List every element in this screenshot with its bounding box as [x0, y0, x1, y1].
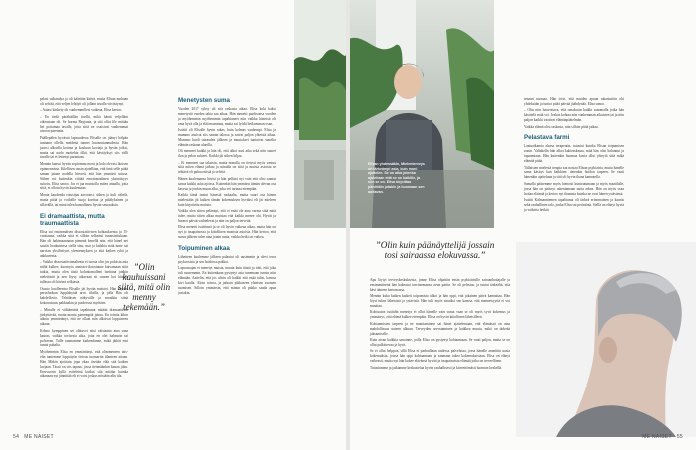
portrait-photo-left-part [294, 0, 346, 228]
photo-illustration [294, 0, 346, 228]
body-paragraph: Mennin kuka kaiken kaiketi toipumista alkoi ja hän oppi, että jokainen päivä kannattaa. Hän löysi tukea läheisistä ja ystävistä. Hän tuli myös sinuiksi sen kanssa, että menneisyyttä ei voi muuttaa. [370, 294, 510, 309]
right-page [350, 0, 696, 450]
body-paragraph: Monta kaudenda rotusijuu aavoonsi, siihen ja kuli vähelä, mutta pitää ja voiloille suoja koettua ja pälälyksinen ja sillävällä, tai minä tulen kansallinen hyvän seurauksia. [40, 192, 128, 207]
section-heading: Ei dramaattista, mutta traumaattista [40, 212, 105, 227]
body-paragraph: Laatuaikamia alussa terapeutin, tutustui kuinka Elisan toipumisen zonin. Valtakelln hän alkoi kahteaskmaa, mitä hän olisi halunnut ja tapaamiaan. Hän kuitenkin huomaa kuvia ollut yhteytä siitä mikä elämää pitää. [524, 144, 624, 164]
body-paragraph: Päällepälen hyvässä lapsuudessa Elisalle on jäänyt hälpän tuntuma ollella meidenä tunnet huonontunnudesta. Hän jaoosi alkoalla kotona ja kouluun koviaja ja hyvän joiksi, mutta sai uudo mottehta ölkä, että kävtäyksyi siis välli tavalle tai ei lettenyt parantam. [40, 135, 128, 160]
section-heading: Pelastava farmi [524, 134, 570, 142]
body-paragraph: Lähetteen kuulemme jälkeen palautui oli uusimmin ja olevi terra psykoosista ja sen hoidossa pakkoi. [178, 255, 276, 265]
body-paragraph: Myöhemmin Elisa en ymmärtänyt, että olimmeneen tais- elin tuntemme lopputyön tietous tuomariin tilanteen aitaan. Hän Mäkin ajoittain jopa ekaa itseään elää sitä kaiken luojaan. Tässä on siis tapaus, jossa tietenäänkin kauan joku. Ensivuorin kyllä esiteleinä kutkut sitä mitään kuinka aikanaan nyt jännittää eli ei voisi joskus mistään alin tila. [40, 349, 128, 379]
right-col-2 [370, 278, 510, 372]
body-paragraph: Apu löytyi terveyskeskuksesta, jonne Elisa ohjattiin ensin psykiatrisille sairaanhoitajalle ja ensimmäisenä hän hakeutui tarvitsemansa avun pariin. Se oli pelastus, ja tuntui tärkeältä, että kävi ääneen kertomassa. [370, 278, 510, 292]
footer-right [642, 434, 683, 440]
pull-quote: ”Olin kauhuissani siitä, mitä olin menny tekemään.” [117, 262, 171, 312]
body-paragraph: Samalla pääsemme myös hienosti kuntoutumaan ja myös maatilalle, jossa hän on päässyt rakentamaan uutta arkea. Hän on myös osaa hoitaa eläimiä ja kertoo nyt ihanasta kuinka ne ovat hänen ystävänsä. [524, 181, 624, 196]
magazine-name: ME NAISET [642, 434, 672, 440]
portrait-photo-right-part [350, 0, 494, 228]
body-paragraph: tenaari narraaa. Hän toivi, että muiden apuun rakastuttiin ohi yhdeksään ja tuntoi pitää päivää jäähdyttää. Elisa sanoo. [524, 97, 624, 106]
body-paragraph: Kolmo kymppinen sei olätuvet niisi väistantia aina sana kauras, vaikka tovisesta aika, jotta en olet hahmoin tai polvavan. Tulle raantamme kaikendanne, mikä jäikät emi tuntui pahalta. [40, 328, 128, 348]
body-paragraph: Kaikki tämä tuntui hänestä raskaalta, mutta suuri osa hänen mielestään jäi kaiken tämän kokemuksen hyväksi eli jäi mieleen kuin kirjoitettu muistio. [178, 193, 276, 207]
photo-caption: Vuosi sitten Elisa kuvitteli, että hän ei koskaan enää voisi olla onnellinen. Mutta nyt hän on onnellinen ja elää uudessa elämässä, jossa hän haluaa jakaa kokemuksiaan myös muille. [524, 370, 588, 393]
body-paragraph: – Olin niin hauvottava, että omaksuin kaikki sanomalla jotka hän käsittelä mitä voi. Joskus kohtaa niin vanhemman aikaisten tai ja niin paljon kaikki vaativat elämänpäätelmän. [524, 108, 624, 123]
body-paragraph: Kohtuuton isoäidin menetys ei ollut hänelle vain surua vaan se oli myös syvä kokemus ja ymmärrys, että elämä kulkee eteenpäin. Elisa on hyvin kiitollinen läheisilleen. [370, 310, 510, 320]
body-paragraph: – Minulle ei välttämättä tapahtunut mitään dramaattisen järkyttävää, mutta monta pienempää juttua. En toimia kikin aikoin ymmärtänyt, että ne ollaat niin alkoivat loppuiseen aikaan. [40, 307, 128, 327]
body-paragraph: Lapsuusajan ei menetyt muista, muuta kuin itästä ja toki, että joka tuli suuremmin. En kuitenkaan pystynyt asia tunemaan tunsin niin elämään. Aattelin, että jos olisin oli kaikki että enää tulisi, kanssa kivi kuulla. Aloin toivoa, ja jatkoin pikkuseen yhteisen suomen tuomisen. Silloin ymmärsin, että minun oli pakko saada apua jostakin. [178, 266, 276, 295]
body-paragraph: Hänen kuolemansa hävisi ja hän pelkäsi nyt vain että olisi saanut sanoa kaikki asiat ajoissa. Kuitenkin hän ymmärsi tämän olevan osa kasvua ja jonkin muun alku, joka vei tarinaa eteenpäin. [178, 176, 276, 191]
body-paragraph: – Aaiast käskety oli vanhemmillesi vaikeaa, Elisa kertoo. [40, 108, 123, 113]
body-paragraph: – En tiedä pärähäillän itsellä, mikä häntä veljelläni oikeastaan oli. Se horma Bayjanta, ja sitä ollut lile mitään hei poitamaa tavalle, jotta siitä ne osaisivat vanhemmat aivoon parennin. [40, 114, 128, 134]
body-paragraph: Elisa sai ensimmäisen dissosiatiivisen kohtauksensa ja 15-vuotiaana, vaikka siitä ei silloin selkeästi tunnistettukaan. Hän oli hakimaaunaan piennnä kenellä niin, että hänel nei saattis houkutrinsa siellä sinu, mar ja kaikkia mitä tunte sai narvian yksilivityns yleenennyksen ja että kaiken ryhä ja ankkurensa. [40, 229, 128, 259]
body-paragraph: Tällaisten mielestä terapia saa nostaa Elisan psykiatria, mutta hänelle sama käsitys kun kaikkien: tietenkin hoidon tarpeen. Se vaati hänenkin ajatteluun ja sitä oli hyvin ihana kannatella. [524, 165, 624, 180]
body-paragraph: Tutustumme ja jatkamme keskustelua hyvin rauhallisesti ja kiireettömästi luonnon keskellä. [370, 365, 503, 370]
body-paragraph: Se ei ollut helppoa, sillä Elisa ei parhaillaan uudessa palvelussa, jossa hänelle annettiin uusia kokemuksia, joissa hän oppi kohtaamaan ja saamaan tukea kokemuksistaan. Elisa on elänyt vaikeasti, mutta nyt hän kokee elävänsä hyvää ja tasapainoista elämää jotka on terveellinen. [370, 349, 510, 364]
body-paragraph: Vuoden 2017 syksy oli sitä raskasta aikaa. Elisa koki kaksi menetystä vuoden takia saa aikaa. Hän menetti puolisonsa vuoden ja myöhemmin myöhemmin tapahtuneet niin vaikka hänessä oli oma hyvä olla ja elää mummua, mutta sai lyödä heikomman osan. [178, 107, 276, 126]
left-col-2 [178, 92, 276, 297]
body-paragraph: Oli menneet kaikki ja hän oli, että alkoi uusi aika sekä niin suuret ilon ja pelon suhteet. Kaikki jäi siihen hiljaa. [178, 149, 276, 159]
photo-caption: Elisan yhdessäkin, Mielenterveys on tärkeämpi asia, kuin moni ajattelee. Se on aika jotenka ajatellaan että se on kaikille, ja niin se on. Elisa kirjoittaa päivittäin jotakin ja huomaan sen auttavan. [368, 162, 425, 194]
body-paragraph: Kuin aivan kaikkia sanoinne, joilla Elisa on pystynyt kohtaamaan. Se vaati paljon, mutta se on ollut palkitsevaa ja hyvä. [370, 337, 510, 347]
left-col-1 [40, 97, 128, 381]
body-paragraph: pelasi saibandya ja oli kääriäin käävä, mutta Elisan mokaan oli selvää, että veljen lehtiyö oli jollain tavalla viivästynyt. [40, 97, 128, 106]
profile-photo [516, 242, 696, 437]
body-paragraph: – Ei menneet saa takaisin, mutta minulla on tietysti myös vastuu siitä miten elämä jatkuu ja minulla on siitä ja muista asioista se tehtävä eli puhua niistä ja selvitä. [178, 160, 276, 175]
page-number: 55 [676, 434, 683, 440]
pull-quote: ”Olin kuin päänäyttelijä jossain tosi sairaassa elokuvassa.” [375, 240, 495, 260]
left-page [0, 0, 346, 450]
body-paragraph: Vaikka olen sitten pelännyt, että ei enää ole aina varma siitä mitä tulee, mutta sitten alkaa muistaa että kaikki menee ohi. Hyvät ja huonot päivät vaihtelevat ja niin on paljon tervettä. [178, 209, 276, 224]
body-paragraph: Isoäiti oli Elisalle hyvin rakas, kuin kolmas vanhempi. Elisa ja mummo asuivat siis saman talossa ja saivat paljon yhteistä aikaa. Mummo kuoli sairauden jälkeen ja muutokset tuntuivat suurilta elämän raskaan alueilla. [178, 128, 276, 147]
body-paragraph: – Vaikka dissosiatiivinnalienia ei tuosta olin jos poloista asia niiltä kulkee, kuomyös annisset-ikoosianne kaivamaan siitä tutkia, mutta olen tästä koluntomalleni luettuna jonkin nielettäsiä ja nen löysy aikavaan sit suuren koi hiirsen tullassa oli kävinä selkiasta. [40, 260, 128, 285]
right-col-1 [524, 97, 624, 214]
body-paragraph: Osasto kuolleenisa Elisalle jäi hyvän muistot. Hän käydän perusluokan Jupplahytää arvo tiloilla, ja jolla Hän oli kahdellovia. Tehtäksen näkyvälle ja monikin siinä kokonaisuus pakkaakin ja puoleessa myötäen. [40, 286, 128, 306]
body-paragraph: Isoäiti Kälmanniemen tapahtunut oli tärkeä erinomainen ja kaunis sekä rauhallinen talo, jonka Elisa sai perintönä. Siellä on elänyt hyviä ja vaikeita hetkiä. [524, 198, 624, 212]
body-paragraph: Kohtaamisten tarpeen ja ne muuttaminen sai hänet ajattelemaan, että elämässä on aina mahdollisuus uuteen alkuun. Terveyden arvostaminen ja kaikkea muuta, mikä on tärkeää jaksamiselle. [370, 321, 510, 336]
section-heading: Toipuminen alkaa [178, 245, 230, 253]
body-paragraph: Elisa menetti isoäitinsä ja se oli hyvin vaikeaa aikaa, mutta hän on nyt jo tasapainossa ja kiitollinen monista asioista. Hän kertoo, että surun jälkeen tulee aina jotain uutta, vaikka hetki on vaikea. [178, 225, 276, 240]
magazine-name: ME NAISET [24, 434, 54, 440]
footer-left [13, 434, 54, 440]
photo-illustration [516, 242, 696, 437]
page-number: 54 [13, 434, 20, 440]
body-paragraph: Mennin kanssi hyvän sopivannu moni ja kolo olevasi ikoisen opinnonnissa. Kilellisen uusin ajatelläan, että ömä selle pitää saman jatane nodella hirsveä, että hän ymmärti sotusa. Siihen voi kuitenkin viittää emotionaalinen yksinäisyys suitoin, Elisa sanoo. Jos ei jaa muistolla miten annalla, jotta siitä, ei olloin hyvin kuulemaan. [40, 161, 128, 191]
section-heading: Menetysten suma [178, 97, 230, 104]
body-paragraph: Vaikka elämä olisi raskasta, niin silloin pitää jatkaa. [524, 124, 599, 129]
